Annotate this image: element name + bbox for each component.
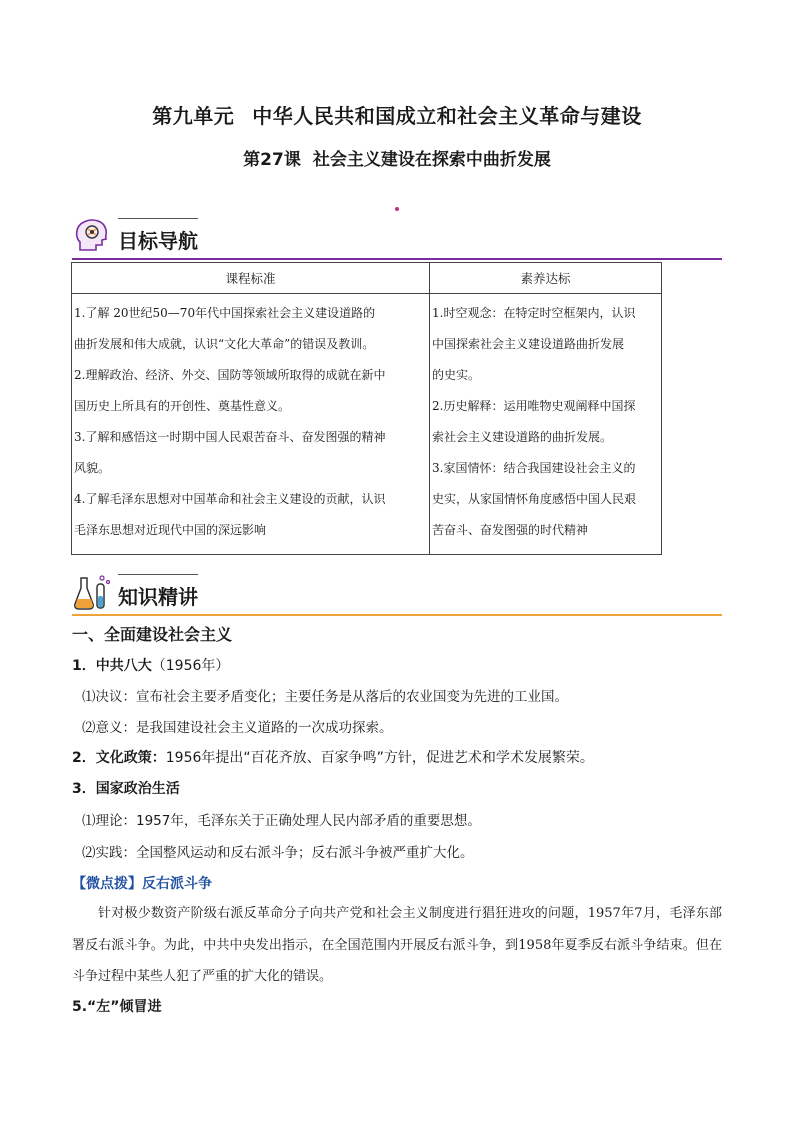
subheading-year: （1956年） — [151, 658, 230, 674]
subheading-politics: 3．国家政治生活 — [72, 781, 180, 797]
goals-heading: 目标导航 — [118, 229, 198, 253]
cell-line: 国历史上所具有的开创性、奠基性意义。 — [74, 399, 291, 413]
table-row — [72, 294, 662, 555]
head-brain-icon — [72, 216, 112, 256]
goals-section-header — [72, 216, 722, 260]
cell-line: 1.了解 20世纪50—70年代中国探索社会主义建设道路的 — [74, 306, 376, 320]
cell-line: 2.理解政治、经济、外交、国防等领域所取得的成就在新中 — [74, 368, 386, 382]
cell-line: 史实，从家国情怀角度感悟中国人民艰 — [432, 492, 637, 506]
cell-line: 的史实。 — [432, 368, 481, 382]
cell-line: 1.时空观念：在特定时空框架内，认识 — [432, 306, 636, 320]
knowledge-heading: 知识精讲 — [118, 585, 198, 609]
cell-line: 毛泽东思想对近现代中国的深远影响 — [74, 523, 267, 537]
section-heading-1: 一、全面建设社会主义 — [72, 625, 233, 644]
tip-paragraph: 针对极少数资产阶级右派反革命分子向共产党和社会主义制度进行猖狂进攻的问题，1957年7月，毛泽东部署反右派斗争。为此，中共中央发出指示，在全国范围内开展反右派斗争，到1958年夏季反右派斗争结束。但在斗争过程中某些人犯了严重的扩大化的错误。 — [72, 906, 722, 984]
unit-title — [0, 100, 794, 129]
list-item: ⑵实践：全国整风运动和反右派斗争；反右派斗争被严重扩大化。 — [82, 845, 474, 861]
subheading-leftist: 5.“左”倾冒进 — [72, 999, 162, 1015]
knowledge-section-header — [72, 572, 722, 616]
list-item: ⑴理论：1957年，毛泽东关于正确处理人民内部矛盾的重要思想。 — [82, 813, 481, 829]
cell-line: 4.了解毛泽东思想对中国革命和社会主义建设的贡献，认识 — [74, 492, 386, 506]
cell-line: 3.了解和感悟这一时期中国人民艰苦奋斗、奋发图强的精神 — [74, 430, 386, 444]
unit-name: 中华人民共和国成立和社会主义革命与建设 — [252, 104, 642, 128]
lesson-name: 社会主义建设在探索中曲折发展 — [312, 150, 551, 170]
decorative-dot — [395, 207, 399, 211]
col1-header: 课程标准 — [72, 263, 430, 294]
header-topline — [118, 218, 198, 219]
subheading-label: 1．中共八大 — [72, 658, 152, 674]
tip-heading — [72, 873, 212, 893]
subheading-text: 1956年提出“百花齐放、百家争鸣”方针，促进艺术和学术发展繁荣。 — [165, 750, 594, 766]
standards-table — [71, 262, 662, 555]
competency-cell — [430, 294, 662, 555]
list-item: ⑴决议：宣布社会主要矛盾变化；主要任务是从落后的农业国变为先进的工业国。 — [82, 689, 568, 705]
lesson-title — [0, 145, 794, 170]
subheading-label: 2．文化政策： — [72, 750, 166, 766]
header-topline — [118, 574, 198, 575]
col2-header: 素养达标 — [430, 263, 662, 294]
header-underline — [72, 258, 722, 260]
lesson-number: 第27课 — [243, 150, 301, 170]
cell-line: 索社会主义建设道路的曲折发展。 — [432, 430, 613, 444]
tip-title: 反右派斗争 — [142, 876, 212, 892]
tip-tag: 【微点拨】 — [72, 876, 142, 892]
flask-icon — [72, 572, 112, 612]
list-item: ⑵意义：是我国建设社会主义道路的一次成功探索。 — [82, 720, 393, 736]
cell-line: 曲折发展和伟大成就，认识“文化大革命”的错误及教训。 — [74, 337, 375, 351]
curriculum-standards-cell — [72, 294, 430, 555]
cell-line: 苦奋斗、奋发图强的时代精神 — [432, 523, 589, 537]
cell-line: 2.历史解释：运用唯物史观阐释中国探 — [432, 399, 636, 413]
cell-line: 中国探索社会主义建设道路曲折发展 — [432, 337, 625, 351]
subheading-8th-congress — [72, 655, 229, 675]
cell-line: 风貌。 — [74, 461, 111, 475]
table-header-row — [72, 263, 662, 294]
unit-number: 第九单元 — [152, 104, 235, 128]
header-underline — [72, 614, 722, 616]
cell-line: 3.家国情怀：结合我国建设社会主义的 — [432, 461, 636, 475]
subheading-culture-policy — [72, 747, 594, 767]
